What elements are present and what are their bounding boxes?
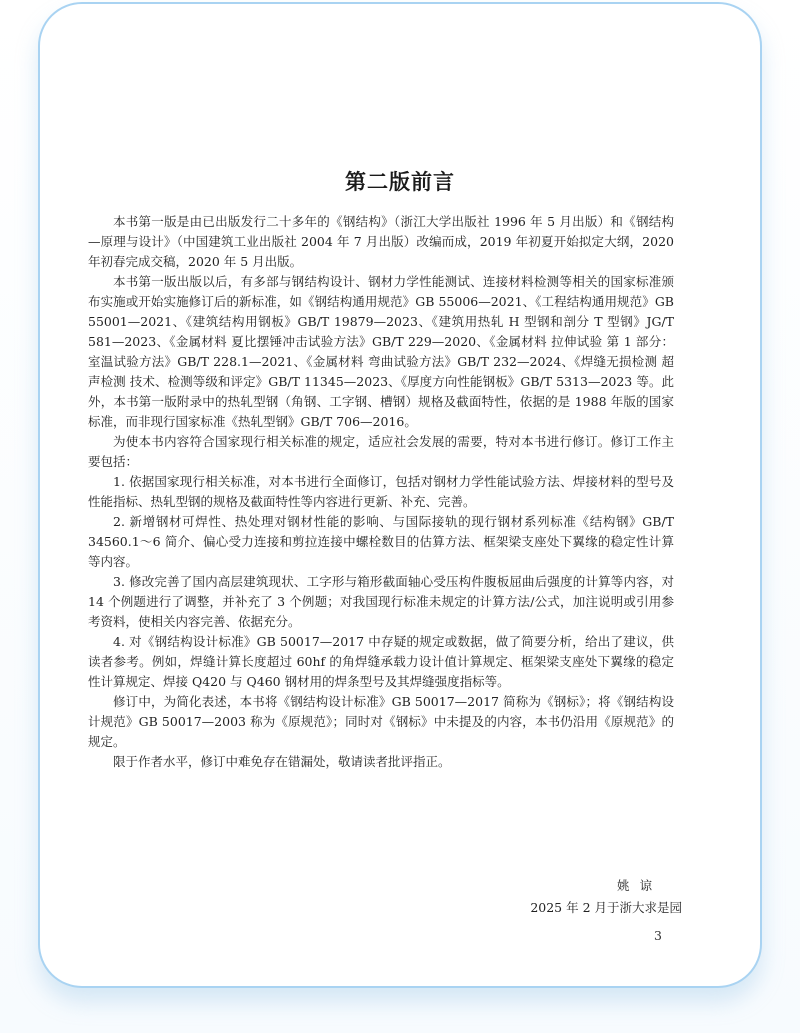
paragraph-6: 3. 修改完善了国内高层建筑现状、工字形与箱形截面轴心受压构件腹板屈曲后强度的计算等内容，对 14 个例题进行了调整，并补充了 3 个例题；对我国现行标准未规定的计算方法/公式，加注说明或引用参考资料，使相关内容完善、依据充分。 xyxy=(88,574,674,629)
paragraph-2: 本书第一版出版以后，有多部与钢结构设计、钢材力学性能测试、连接材料检测等相关的国家标准颁布实施或开始实施修订后的新标准，如《钢结构通用规范》GB 55006—2021、《工程结构通用规范》GB 55001—2021、《建筑结构用钢板》GB/T 19879—2023、《建筑用热轧 H 型钢和剖分 T 型钢》JG/T 581—2023、《金属材料 夏比摆锤冲击试验方法》GB/T 229—2020、《金属材料 拉伸试验 第 1 部分：室温试验方法》GB/T 228.1—2021、《金属材料 弯曲试验方法》GB/T 232—2024、《焊缝无损检测 超声检测 技术、检测等级和评定》GB/T 11345—2023、《厚度方向性能钢板》GB/T 5313—2023 等。此外，本书第一版附录中的热轧型钢（角钢、工字钢、槽钢）规格及截面特性，依据的是 1988 年版的国家标准，而非现行国家标准《热轧型钢》GB/T 706—2016。 xyxy=(88,274,674,429)
preface-body xyxy=(88,212,674,772)
paragraph-9: 限于作者水平，修订中难免存在错漏处，敬请读者批评指正。 xyxy=(113,754,451,769)
author-name: 姚谅 xyxy=(616,878,662,893)
signature-block xyxy=(0,875,682,919)
paragraph-8: 修订中，为简化表述，本书将《钢结构设计标准》GB 50017—2017 简称为《钢标》；将《钢结构设计规范》GB 50017—2003 称为《原规范》；同时对《钢标》中未提及的内容，本书仍沿用《原规范》的规定。 xyxy=(88,694,674,749)
paragraph-5: 2. 新增钢材可焊性、热处理对钢材性能的影响、与国际接轨的现行钢材系列标准《结构钢》GB/T 34560.1～6 简介、偏心受力连接和剪拉连接中螺栓数目的估算方法、框架梁支座处下翼缘的稳定性计算等内容。 xyxy=(88,514,674,569)
paragraph-7: 4. 对《钢结构设计标准》GB 50017—2017 中存疑的规定或数据，做了简要分析，给出了建议，供读者参考。例如，焊缝计算长度超过 60hf 的角焊缝承载力设计值计算规定、框架梁支座处下翼缘的稳定性计算规定、焊接 Q420 与 Q460 钢材用的焊条型号及其焊缝强度指标等。 xyxy=(88,634,674,689)
paragraph-3: 为使本书内容符合国家现行相关标准的规定，适应社会发展的需要，特对本书进行修订。修订工作主要包括： xyxy=(88,434,674,469)
page-title: 第二版前言 xyxy=(345,169,455,194)
page-number: 3 xyxy=(654,928,662,943)
paragraph-1: 本书第一版是由已出版发行二十多年的《钢结构》（浙江大学出版社 1996 年 5 月出版）和《钢结构—原理与设计》（中国建筑工业出版社 2004 年 7 月出版）改编而成，2019 年初夏开始拟定大纲，2020 年初春完成交稿，2020 年 5 月出版。 xyxy=(88,214,674,269)
signature-date: 2025 年 2 月于浙大求是园 xyxy=(530,900,682,915)
paragraph-4: 1. 依据国家现行相关标准，对本书进行全面修订，包括对钢材力学性能试验方法、焊接材料的型号及性能指标、热轧型钢的规格及截面特性等内容进行更新、补充、完善。 xyxy=(88,474,674,509)
